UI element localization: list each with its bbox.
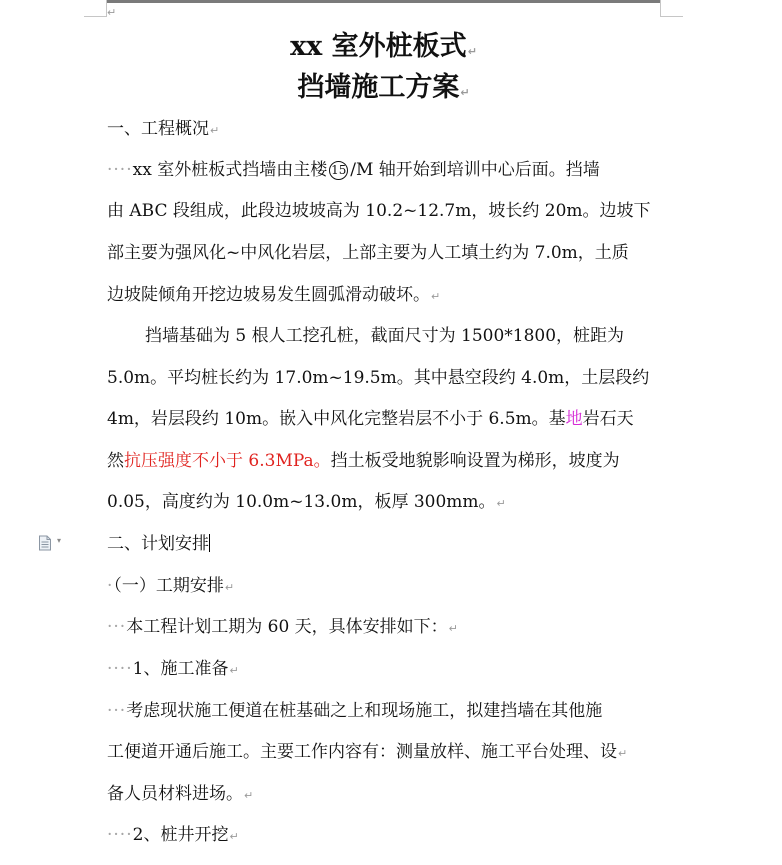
highlighted-text-red: 抗压强度不小于 6.3MPa。 xyxy=(124,451,331,471)
paragraph-mark: ↵ xyxy=(107,6,117,19)
paragraph-2-line-5 xyxy=(107,491,506,515)
paragraph-1-line-3: 部主要为强风化~中风化岩层，上部主要为人工填土约为 7.0m，土质 xyxy=(107,243,629,263)
text-span: 考虑现状施工便道在桩基础之上和现场施工，拟建挡墙在其他施 xyxy=(126,701,603,721)
leading-dots: ···· xyxy=(107,160,133,180)
text-span: 岩石天 xyxy=(582,409,634,429)
text-span: 然 xyxy=(107,451,124,471)
text-span: 4m，岩层段约 10m。嵌入中风化完整岩层不小于 6.5m。基 xyxy=(107,409,566,429)
list-item-construction-prep xyxy=(107,658,239,682)
paragraph-2-line-1: 挡墙基础为 5 根人工挖孔桩，截面尺寸为 1500*1800，桩距为 xyxy=(145,326,625,346)
document-title-line-1 xyxy=(107,30,660,69)
paragraph-2-line-2: 5.0m。平均桩长约为 17.0m~19.5m。其中悬空段约 4.0m，土层段约 xyxy=(107,368,650,388)
list-item-pile-excavation xyxy=(107,824,239,848)
paragraph-mark: ↵ xyxy=(229,664,239,677)
heading-text: 二、计划安排 xyxy=(107,534,209,554)
leading-dots: ··· xyxy=(107,617,127,637)
text-span: 备人员材料进场。 xyxy=(107,784,243,804)
paragraph-mark: ↵ xyxy=(467,45,477,58)
text-span: （一）工期安排 xyxy=(113,576,224,596)
text-span: 本工程计划工期为 60 天，具体安排如下： xyxy=(126,617,448,637)
text-span: xx 室外桩板式挡墙由主楼 xyxy=(132,160,328,180)
heading-text: 一、工程概况 xyxy=(107,119,209,139)
leading-dots: · xyxy=(107,576,114,596)
paragraph-mark: ↵ xyxy=(448,622,458,635)
text-span: 0.05，高度约为 10.0m~13.0m，板厚 300mm。 xyxy=(107,492,496,512)
dropdown-caret-icon[interactable]: ▾ xyxy=(57,536,62,545)
paragraph-1-line-4 xyxy=(107,284,440,308)
section-heading-overview xyxy=(107,118,219,142)
paragraph-mark: ↵ xyxy=(210,124,220,137)
text-span: 2、桩井开挖 xyxy=(132,825,229,845)
paragraph-1-line-2: 由 ABC 段组成，此段边坡坡高为 10.2~12.7m，坡长约 20m。边坡下 xyxy=(107,201,651,221)
paragraph-4-line-2 xyxy=(107,741,627,765)
text-span: 边坡陡倾角开挖边坡易发生圆弧滑动破坏。 xyxy=(107,285,430,305)
leading-dots: ···· xyxy=(107,825,133,845)
text-span: 1、施工准备 xyxy=(132,659,229,679)
leading-dots: ··· xyxy=(107,701,127,721)
leading-dots: ···· xyxy=(107,659,133,679)
paragraph-mark: ↵ xyxy=(460,86,470,99)
paragraph-1-line-1 xyxy=(107,159,600,181)
paragraph-mark: ↵ xyxy=(618,747,628,760)
text-span: 工便道开通后施工。主要工作内容有：测量放样、施工平台处理、设 xyxy=(107,742,617,762)
paragraph-4-line-1 xyxy=(107,700,602,722)
paragraph-mark: ↵ xyxy=(496,497,506,510)
page-top-border xyxy=(107,0,660,3)
paragraph-mark: ↵ xyxy=(229,830,239,843)
paragraph-3 xyxy=(107,616,458,640)
text-span: 挡土板受地貌影响设置为梯形，坡度为 xyxy=(330,451,620,471)
paragraph-2-line-4 xyxy=(107,450,620,472)
paragraph-mark: ↵ xyxy=(224,581,235,594)
circled-number: 15 xyxy=(329,161,348,180)
page-corner-top-right xyxy=(660,0,683,17)
paragraph-2-line-3 xyxy=(107,408,634,430)
document-icon[interactable] xyxy=(38,535,52,551)
highlighted-text-magenta: 地 xyxy=(565,409,583,429)
paragraph-4-line-3 xyxy=(107,783,253,807)
text-span: /M 轴开始到培训中心后面。挡墙 xyxy=(350,160,600,180)
title-text-1: xx 室外桩板式 xyxy=(290,31,467,62)
paragraph-mark: ↵ xyxy=(431,290,441,303)
document-title-line-2 xyxy=(107,71,660,110)
paragraph-mark: ↵ xyxy=(244,789,254,802)
title-text-2: 挡墙施工方案 xyxy=(297,72,460,103)
text-cursor xyxy=(209,534,210,552)
section-heading-plan xyxy=(107,533,210,555)
subheading-schedule xyxy=(107,575,234,599)
page-corner-top-left xyxy=(84,0,107,17)
